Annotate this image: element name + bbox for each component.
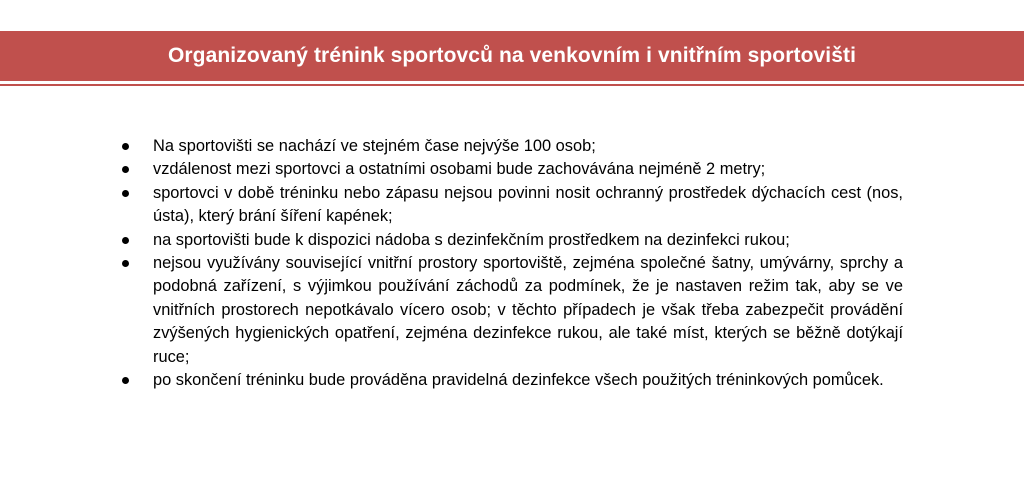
bullet-dot-icon xyxy=(122,237,129,244)
list-item xyxy=(120,135,903,158)
rules-content xyxy=(120,135,903,392)
list-item xyxy=(120,158,903,181)
bullet-dot-icon xyxy=(122,166,129,173)
list-item xyxy=(120,369,903,392)
list-item-text: nejsou využívány související vnitřní prostory sportoviště, zejména společné šatny, umývárny, sprchy a podobná zařízení, s výjimkou používání záchodů za podmínek, že je nastaven režim tak, aby se ve vnitřních prostorech nepotkávalo vícero osob; v těchto případech je však třeba zabezpečit provádění zvýšených hygienických opatření, zejména dezinfekce rukou, ale také míst, kterých se běžně dotýkají ruce; xyxy=(153,254,903,366)
list-item-text: Na sportovišti se nachází ve stejném čase nejvýše 100 osob; xyxy=(153,137,596,155)
list-item-text: vzdálenost mezi sportovci a ostatními osobami bude zachovávána nejméně 2 metry; xyxy=(153,160,766,179)
list-item xyxy=(120,252,903,369)
rules-list xyxy=(120,135,903,392)
list-item xyxy=(120,182,903,229)
bullet-dot-icon xyxy=(122,190,129,197)
banner-divider xyxy=(0,84,1024,86)
list-item xyxy=(120,229,903,252)
bullet-dot-icon xyxy=(122,377,129,384)
title-banner xyxy=(0,31,1024,86)
bullet-dot-icon xyxy=(122,143,129,150)
list-item-text: sportovci v době tréninku nebo zápasu nejsou povinni nosit ochranný prostředek dýchacích cest (nos, ústa), který brání šíření kapének; xyxy=(153,183,903,226)
page-title: Organizovaný trénink sportovců na venkovním i vnitřním sportovišti xyxy=(167,44,857,67)
list-item-text: po skončení tréninku bude prováděna pravidelná dezinfekce všech použitých tréninkových pomůcek. xyxy=(153,371,884,390)
list-item-text: na sportovišti bude k dispozici nádoba s dezinfekčním prostředkem na dezinfekci rukou; xyxy=(153,230,790,249)
title-bar xyxy=(0,31,1024,81)
bullet-dot-icon xyxy=(122,260,129,267)
